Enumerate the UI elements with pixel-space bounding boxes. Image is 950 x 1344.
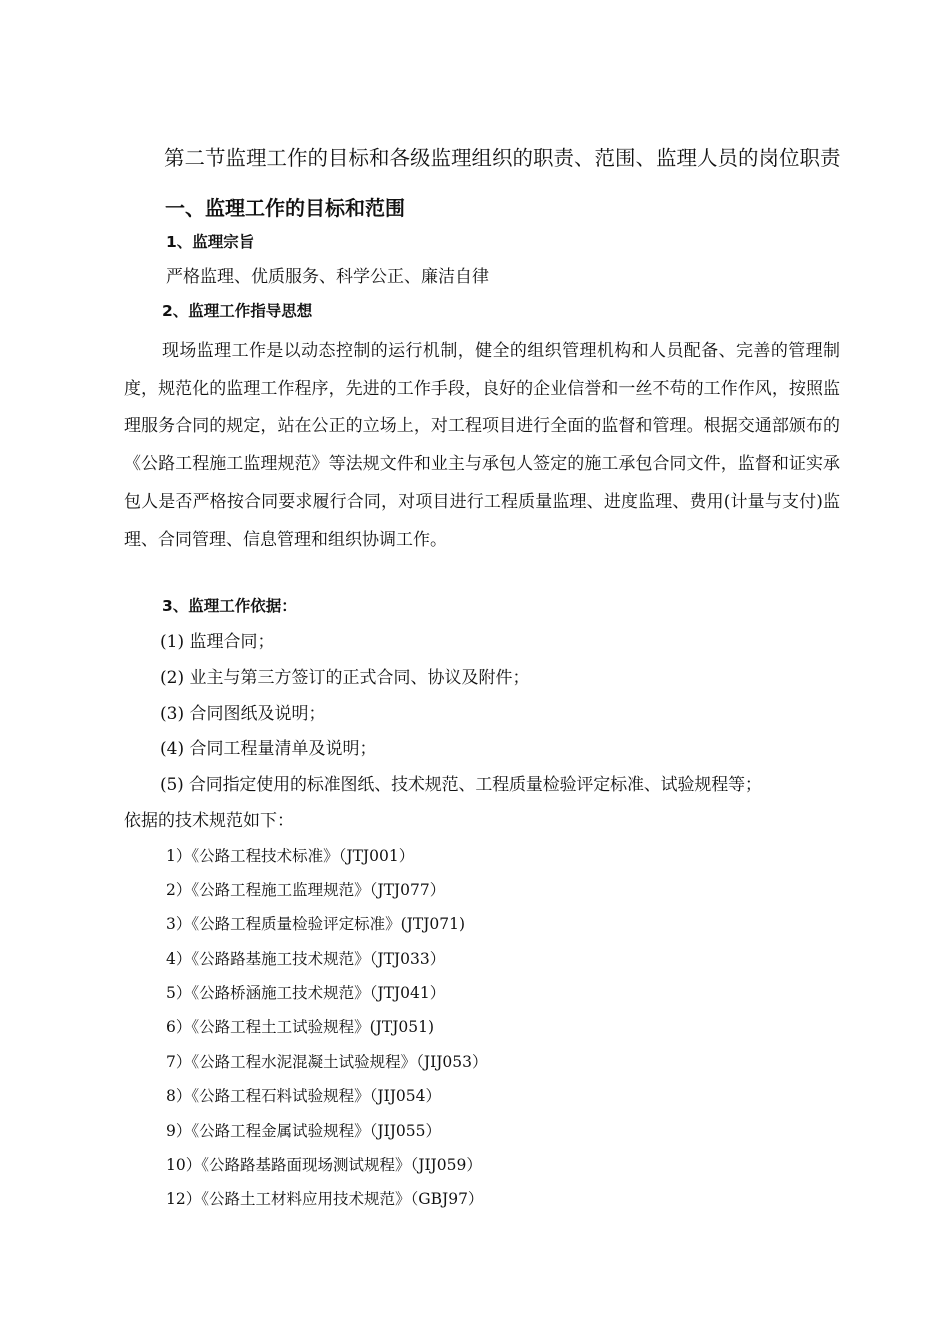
guiding-idea-paragraph: 现场监理工作是以动态控制的运行机制，健全的组织管理机构和人员配备、完善的管理制度，规范化的监理工作程序，先进的工作手段，良好的企业信誉和一丝不苟的工作作风，按照监理服务合同的规定，站在公正的立场上，对工程项目进行全面的监督和管理。根据交通部颁布的《公路工程施工监理规范》等法规文件和业主与承包人签定的施工承包合同文件，监督和证实承包人是否严格按合同要求履行合同，对项目进行工程质量监理、进度监理、费用(计量与支付)监理、合同管理、信息管理和组织协调工作。 <box>124 341 840 550</box>
standard-item: 7）《公路工程水泥混凝土试验规程》（JIJ053） <box>166 1053 488 1071</box>
standard-item: 8）《公路工程石料试验规程》（JIJ054） <box>166 1087 441 1105</box>
heading-guiding-idea: 2、监理工作指导思想 <box>162 302 313 320</box>
standard-item: 1）《公路工程技术标准》（JTJ001） <box>166 847 415 865</box>
standard-item: 2）《公路工程施工监理规范》（JTJ077） <box>166 881 446 899</box>
standard-item: 9）《公路工程金属试验规程》（JIJ055） <box>166 1122 441 1140</box>
purpose-text: 严格监理、优质服务、科学公正、廉洁自律 <box>166 267 489 287</box>
standard-item: 6）《公路工程土工试验规程》(JTJ051) <box>166 1018 435 1036</box>
standard-item: 3）《公路工程质量检验评定标准》(JTJ071) <box>166 915 466 933</box>
standard-item: 10）《公路路基路面现场测试规程》（JIJ059） <box>166 1156 482 1174</box>
basis-tail: 依据的技术规范如下： <box>124 811 294 831</box>
basis-item: (4) 合同工程量清单及说明； <box>160 739 377 759</box>
heading-objectives-scope: 一、监理工作的目标和范围 <box>165 196 405 220</box>
basis-item: (5) 合同指定使用的标准图纸、技术规范、工程质量检验评定标准、试验规程等； <box>160 775 762 795</box>
heading-purpose: 1、监理宗旨 <box>166 233 255 251</box>
standard-item: 5）《公路桥涵施工技术规范》（JTJ041） <box>166 984 446 1002</box>
basis-item: (2) 业主与第三方签订的正式合同、协议及附件； <box>160 668 530 688</box>
standard-item: 12）《公路土工材料应用技术规范》（GBJ97） <box>166 1190 484 1208</box>
basis-item: (3) 合同图纸及说明； <box>160 704 326 724</box>
standard-item: 4）《公路路基施工技术规范》（JTJ033） <box>166 950 446 968</box>
section-title: 第二节监理工作的目标和各级监理组织的职责、范围、监理人员的岗位职责 <box>164 146 841 170</box>
heading-basis: 3、监理工作依据： <box>162 597 297 615</box>
basis-item: (1) 监理合同； <box>160 632 275 652</box>
